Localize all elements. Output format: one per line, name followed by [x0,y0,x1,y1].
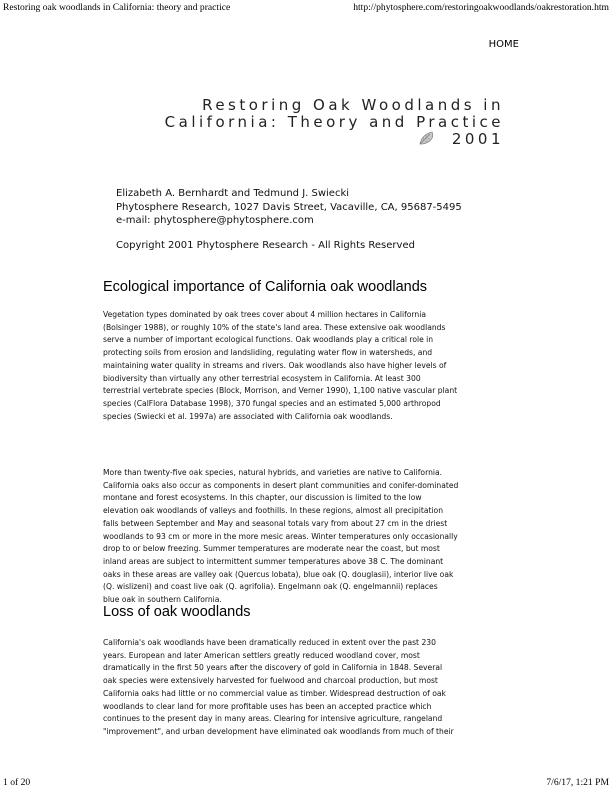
home-link[interactable]: HOME [488,39,519,50]
text-line: montane and forest ecosystems. In this chapter, our discussion is limited to the low [103,493,422,503]
text-line: California oaks also occur as components in desert plant communities and conifer-dominated [103,480,459,490]
section-2-paragraph-1 [103,637,497,739]
print-footer [3,777,609,788]
text-line: biodiversity than virtually any other terrestrial ecosystem in California. At least 300 [103,373,421,383]
text-line: dramatically in the first 50 years after the discovery of gold in California in 1848. Several [103,663,443,673]
section-heading: Loss of oak woodlands [103,604,251,620]
title-year-line [150,131,504,150]
text-line: years. European and later American settlers greatly reduced woodland cover, most [103,650,420,660]
oak-leaf-icon [418,131,436,150]
author-block [116,187,462,252]
text-line: drop to or below freezing. Summer temperatures are moderate near the coast, but most [103,544,440,554]
text-line: species (Swiecki et al. 1997a) are associated with California oak woodlands. [103,411,393,421]
text-line: elevation oak woodlands of valleys and foothills. In these regions, almost all precipitation [103,506,444,516]
text-line: "improvement", and urban development have eliminated oak woodlands from much of their [103,726,454,736]
print-header-url: http://phytosphere.com/restoringoakwoodlands/oakrestoration.htm [353,2,609,13]
text-line: More than twenty-five oak species, natural hybrids, and varieties are native to California. [103,468,443,477]
author-names: Elizabeth A. Bernhardt and Tedmund J. Swiecki [116,188,350,199]
text-line: oak species were extensively harvested for fuelwood and charcoal production, but most [103,676,438,686]
text-line: Vegetation types dominated by oak trees cover about 4 million hectares in California [103,310,426,319]
author-email: e-mail: phytosphere@phytosphere.com [116,215,314,226]
print-header-title: Restoring oak woodlands in California: theory and practice [3,2,231,13]
text-line: oaks in these areas are valley oak (Quercus lobata), blue oak (Q. douglasii), interior live oak [103,569,454,579]
section-1-paragraph-2 [103,467,497,607]
title-line-1: Restoring Oak Woodlands in [202,96,504,114]
text-line: terrestrial vertebrate species (Block, Morrison, and Verner 1990), 1,100 native vascular plant [103,386,458,396]
text-line: continues to the present day in many areas. Clearing for intensive agriculture, rangeland [103,714,443,724]
section-loss-of-oak-woodlands [103,604,497,620]
section-heading: Ecological importance of California oak woodlands [103,279,428,295]
text-line: California's oak woodlands have been dramatically reduced in extent over the past 230 [103,638,436,647]
text-line: woodlands to 93 cm or more in the more mesic areas. Winter temperatures only occasionally [103,531,458,541]
text-line: blue oak in southern California. [103,595,222,605]
text-line: maintaining water quality in streams and rivers. Oak woodlands also have higher levels of [103,360,447,370]
section-1-paragraph-1 [103,309,497,423]
title-year: 2001 [451,130,504,148]
text-line: species (CalFlora Database 1998), 370 fungal species and an estimated 5,000 arthropod [103,398,441,408]
text-line: falls between September and May and seasonal totals vary from about 27 cm in the driest [103,518,448,528]
print-header [3,2,609,13]
text-line: inland areas are subject to intermittent summer temperatures above 38 C. The dominant [103,556,444,566]
page-number: 1 of 20 [3,777,31,788]
text-line: protecting soils from erosion and landsliding, regulating water flow in watersheds, and [103,348,433,358]
text-line: California oaks had little or no commercial value as timber. Widespread destruction of oak [103,688,446,698]
title-line-2: California: Theory and Practice [164,113,504,131]
text-line: serve a number of important ecological functions. Oak woodlands play a critical role in [103,335,434,345]
text-line: woodlands to clear land for more profitable uses has been an accepted practice which [103,701,432,711]
text-line: (Q. wislizeni) and coast live oak (Q. agrifolia). Engelmann oak (Q. engelmannii) replaces [103,582,438,592]
print-timestamp: 7/6/17, 1:21 PM [546,777,609,788]
text-line: (Bolsinger 1988), or roughly 10% of the state's land area. These extensive oak woodlands [103,322,446,332]
author-affiliation: Phytosphere Research, 1027 Davis Street, Vacaville, CA, 95687-5495 [116,201,462,213]
section-ecological-importance [103,279,497,295]
copyright-notice: Copyright 2001 Phytosphere Research - All Rights Reserved [116,239,415,251]
page-title [150,97,504,150]
